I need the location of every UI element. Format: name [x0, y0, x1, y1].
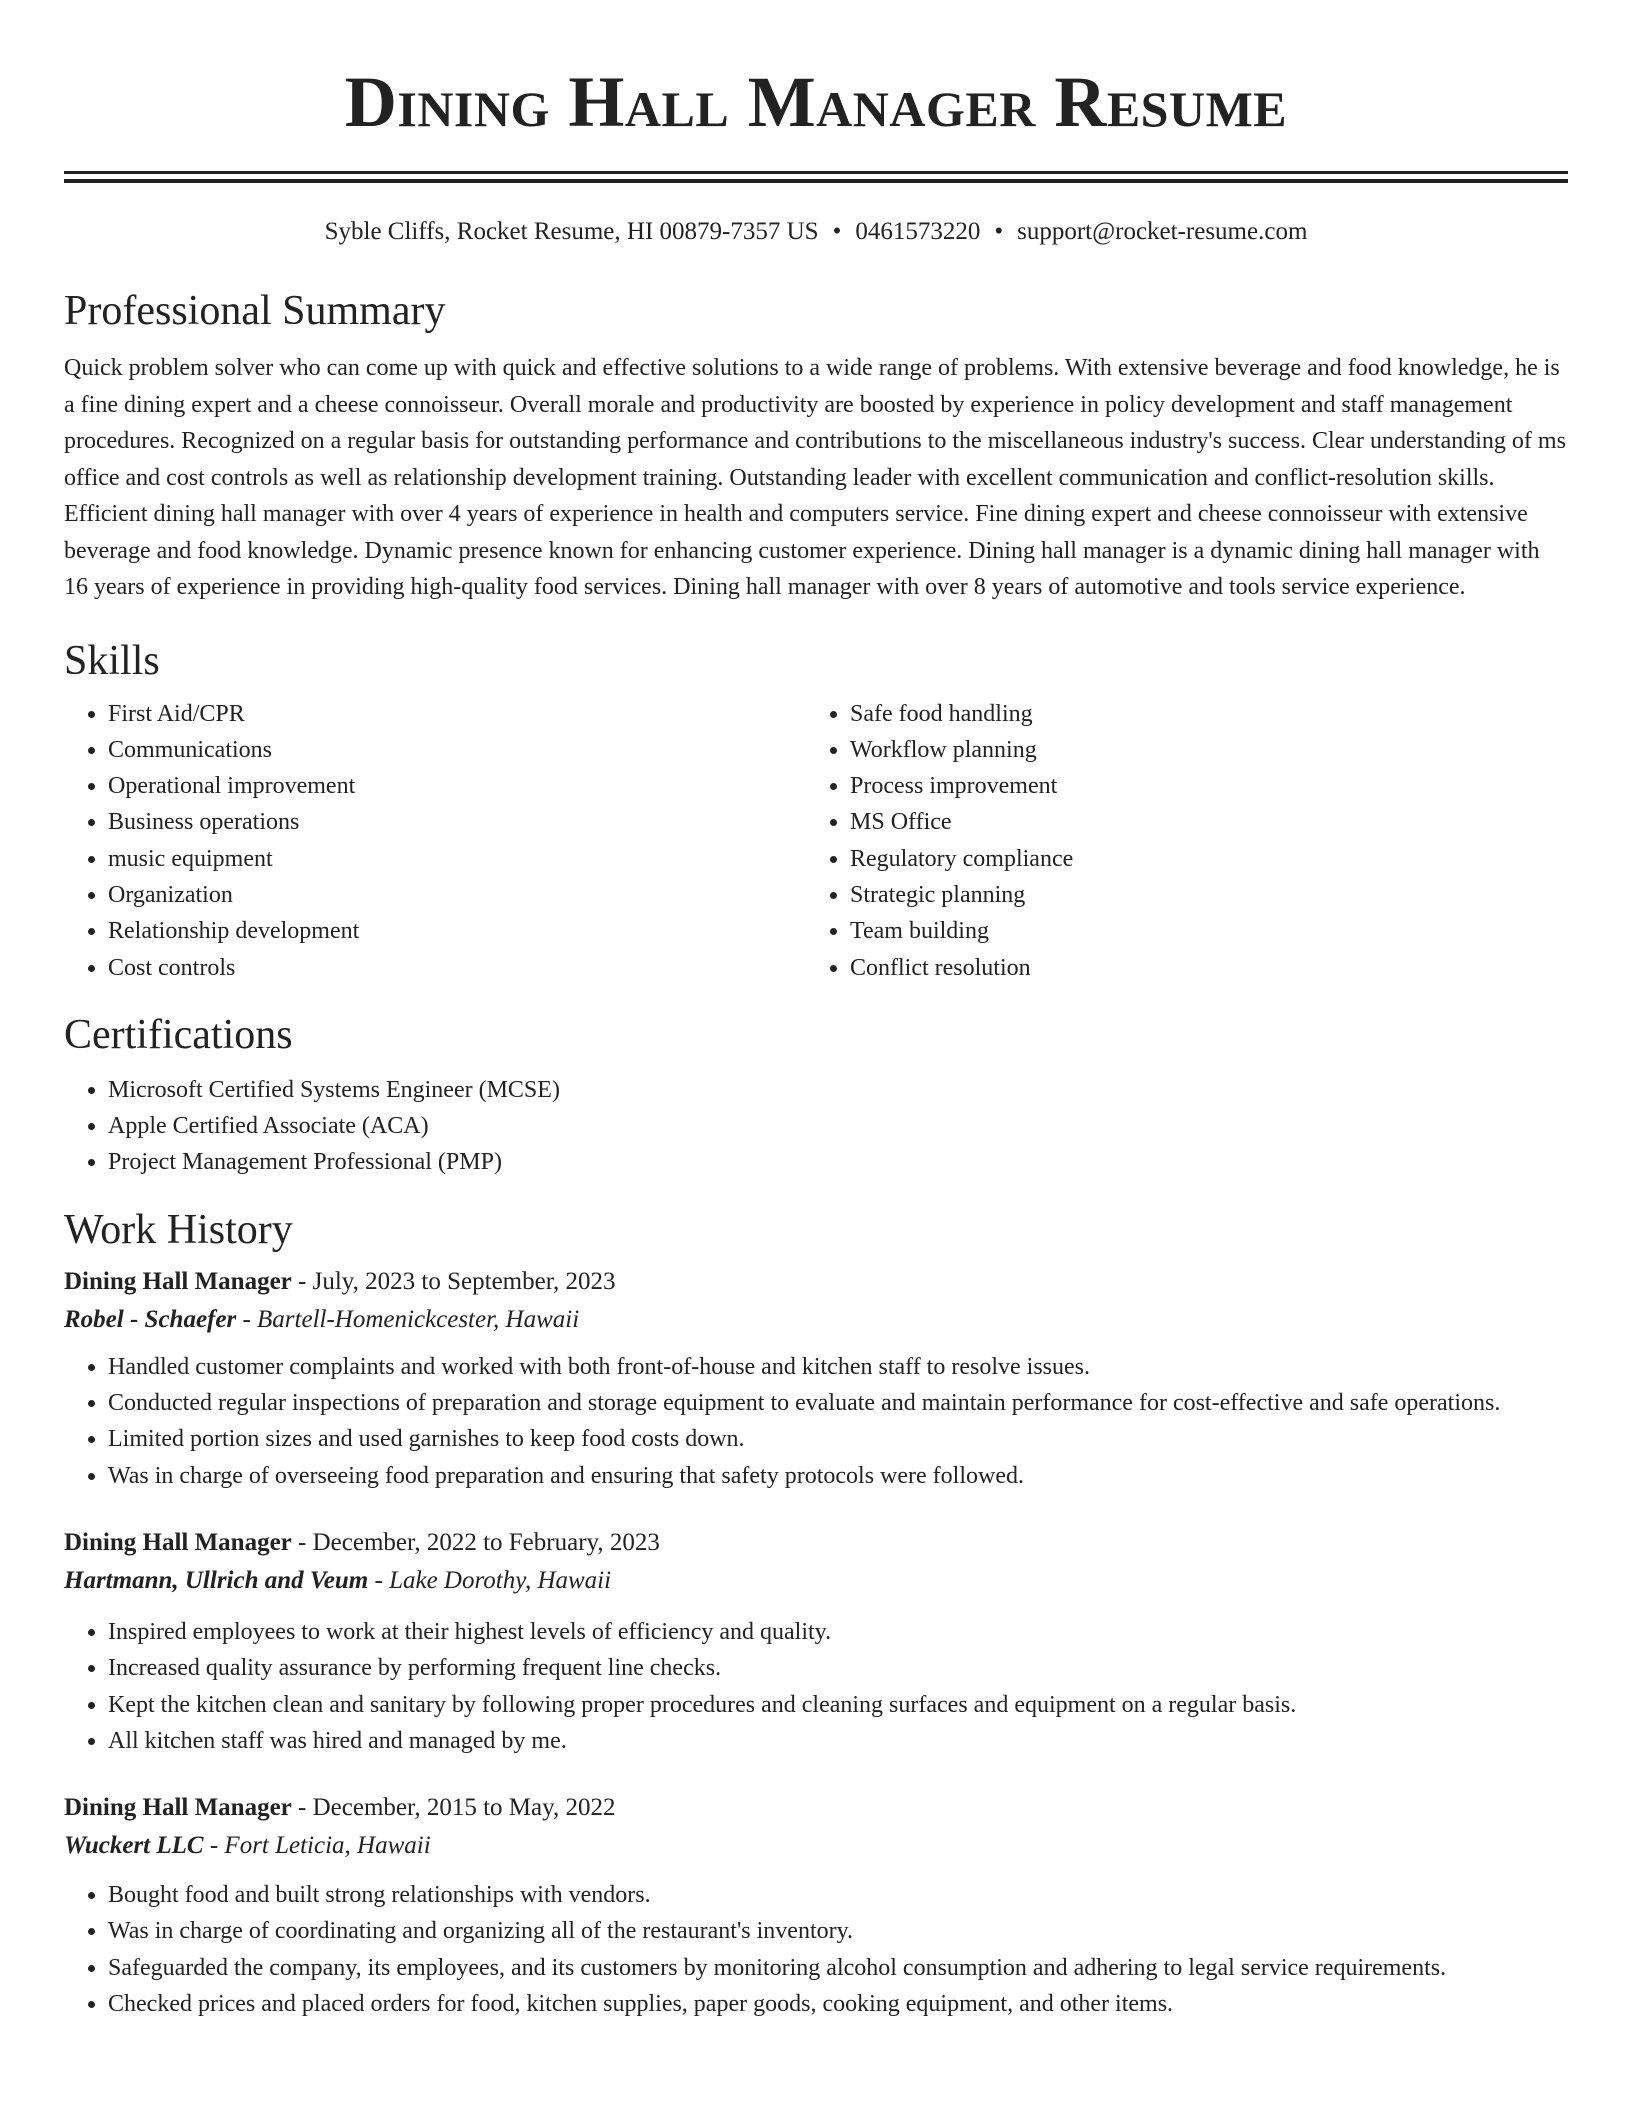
certification-item: • Apple Certified Associate (ACA)	[108, 1108, 1568, 1144]
summary-text: Quick problem solver who can come up with quick and effective solutions to a wide range of problems. With extensive beverage and food knowledge, he is a fine dining expert and a cheese connoisseur. Overall morale and productivity are boosted by experience in policy development and staff management procedures. Recognized on a regular basis for outstanding performance and contributions to the miscellaneous industry's success. Clear understanding of ms office and cost controls as well as relationship development training. Outstanding leader with excellent communication and conflict-resolution skills. Efficient dining hall manager with over 4 years of experience in health and computers service. Fine dining expert and cheese connoisseur with extensive beverage and food knowledge. Dynamic presence known for enhancing customer experience. Dining hall manager is a dynamic dining hall manager with 16 years of experience in providing high-quality food services. Dining hall manager with over 8 years of automotive and tools service experience.	[64, 355, 1566, 600]
job-duty-item: • Inspired employees to work at their highest levels of efficiency and quality.	[108, 1614, 1568, 1650]
job-location: - Lake Dorothy, Hawaii	[368, 1566, 612, 1594]
resume-title: Dining Hall Manager Resume	[344, 62, 1288, 142]
job-dates: - July, 2023 to September, 2023	[291, 1267, 616, 1295]
section-title-skills: Skills	[64, 637, 160, 684]
job-heading	[64, 1524, 1568, 1562]
title-divider-bottom	[64, 179, 1568, 183]
job-duty-item: • Conducted regular inspections of preparation and storage equipment to evaluate and maintain performance for cost-effective and safe operations.	[108, 1385, 1568, 1421]
job-duty-item: • Was in charge of coordinating and organizing all of the restaurant's inventory.	[108, 1913, 1568, 1949]
job-title: Dining Hall Manager	[64, 1267, 292, 1295]
job-duties	[64, 1614, 1568, 1759]
contact-separator: •	[994, 218, 1004, 245]
job-duty-item: • Handled customer complaints and worked with both front-of-house and kitchen staff to resolve issues.	[108, 1349, 1568, 1385]
job-location: - Fort Leticia, Hawaii	[203, 1832, 431, 1860]
job-company: Hartmann, Ullrich and Veum	[64, 1566, 369, 1594]
section-title-certifications: Certifications	[64, 1011, 293, 1058]
skill-item: • First Aid/CPR	[108, 696, 806, 732]
job-duty-item: • Increased quality assurance by performing frequent line checks.	[108, 1650, 1568, 1686]
skill-item: • Business operations	[108, 804, 806, 840]
skill-item: • Operational improvement	[108, 768, 806, 804]
skill-item: • Communications	[108, 732, 806, 768]
job-dates: - December, 2022 to February, 2023	[291, 1528, 660, 1556]
certification-item: • Microsoft Certified Systems Engineer (MCSE)	[108, 1072, 1568, 1108]
job-company: Robel - Schaefer	[64, 1305, 237, 1333]
job-duties	[64, 1349, 1568, 1494]
job-duty-item: • Checked prices and placed orders for food, kitchen supplies, paper goods, cooking equipment, and other items.	[108, 1986, 1568, 2022]
job-employer	[64, 1827, 1568, 1865]
certification-item: • Project Management Professional (PMP)	[108, 1144, 1568, 1180]
skill-item: • Conflict resolution	[850, 950, 1548, 986]
skill-item: • Strategic planning	[850, 877, 1548, 913]
job-entry	[64, 1263, 1568, 1494]
job-duty-item: • Bought food and built strong relationships with vendors.	[108, 1877, 1568, 1913]
section-title-work-history: Work History	[64, 1206, 293, 1253]
contact-separator: •	[832, 218, 842, 245]
certifications-list	[64, 1072, 1568, 1181]
job-location: - Bartell-Homenickcester, Hawaii	[236, 1305, 580, 1333]
job-duty-item: • Safeguarded the company, its employees, and its customers by monitoring alcohol consumption and adhering to legal service requirements.	[108, 1950, 1568, 1986]
job-duty-item: • Was in charge of overseeing food preparation and ensuring that safety protocols were followed.	[108, 1458, 1568, 1494]
section-title-summary: Professional Summary	[64, 288, 446, 334]
job-entry	[64, 1524, 1568, 1759]
job-employer	[64, 1301, 1568, 1339]
contact-phone: 0461573220	[855, 218, 981, 245]
job-duties	[64, 1877, 1568, 2022]
skills-column-right	[806, 696, 1548, 986]
skill-item: • Organization	[108, 877, 806, 913]
skill-item: • Safe food handling	[850, 696, 1548, 732]
job-employer	[64, 1562, 1568, 1600]
job-dates: - December, 2015 to May, 2022	[291, 1794, 616, 1822]
job-heading	[64, 1263, 1568, 1301]
contact-address: Syble Cliffs, Rocket Resume, HI 00879-7357 US	[324, 218, 819, 245]
job-heading	[64, 1789, 1568, 1827]
skill-item: • Cost controls	[108, 950, 806, 986]
job-title: Dining Hall Manager	[64, 1794, 292, 1822]
job-company: Wuckert LLC	[64, 1832, 204, 1860]
skills-column-left	[64, 696, 806, 986]
skill-item: • Relationship development	[108, 913, 806, 949]
skills-list	[64, 696, 1568, 986]
job-title: Dining Hall Manager	[64, 1528, 292, 1556]
contact-line	[64, 216, 1568, 248]
contact-email: support@rocket-resume.com	[1017, 218, 1308, 245]
skill-item: • music equipment	[108, 841, 806, 877]
skill-item: • Team building	[850, 913, 1548, 949]
resume-page	[64, 0, 1568, 2022]
job-duty-item: • Limited portion sizes and used garnishes to keep food costs down.	[108, 1421, 1568, 1457]
skill-item: • Workflow planning	[850, 732, 1548, 768]
job-entry	[64, 1789, 1568, 2022]
job-duty-item: • All kitchen staff was hired and managed by me.	[108, 1723, 1568, 1759]
job-duty-item: • Kept the kitchen clean and sanitary by following proper procedures and cleaning surfaces and equipment on a regular basis.	[108, 1687, 1568, 1723]
skill-item: • MS Office	[850, 804, 1548, 840]
skill-item: • Regulatory compliance	[850, 841, 1548, 877]
skill-item: • Process improvement	[850, 768, 1548, 804]
title-divider-top	[64, 171, 1568, 174]
